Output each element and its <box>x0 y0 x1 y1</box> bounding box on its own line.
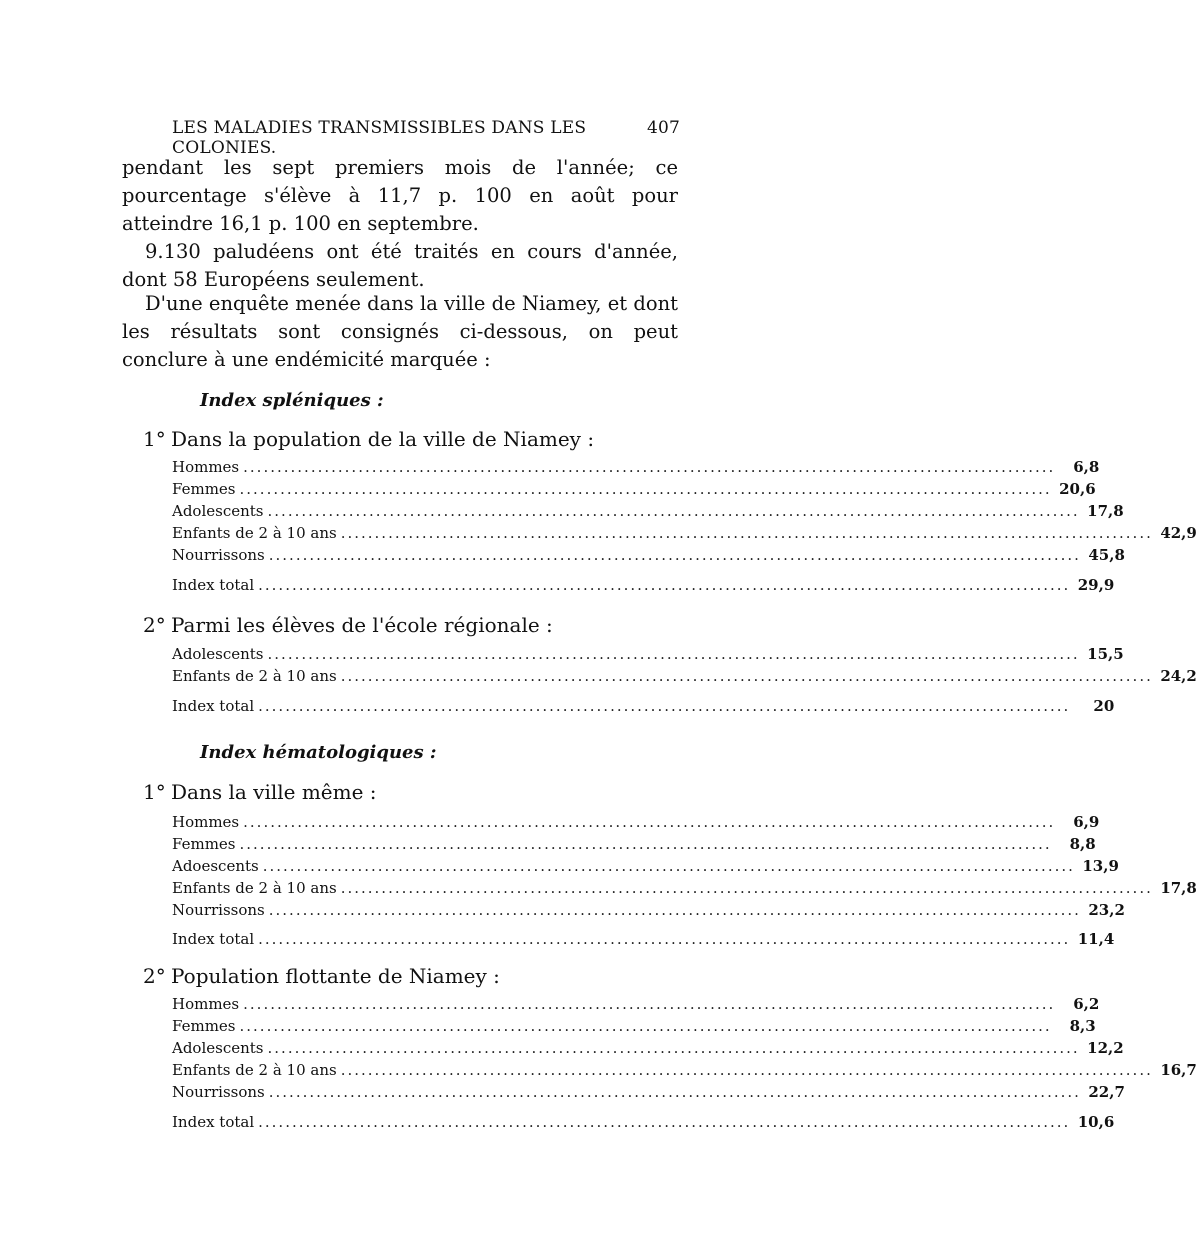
table-row <box>172 1083 1125 1105</box>
table-row <box>172 901 1125 923</box>
row-value: 6,9 <box>1073 813 1100 831</box>
row-label: Hommes <box>172 458 240 476</box>
row-value: 6,8 <box>1073 458 1100 476</box>
group-heading-text: Parmi les élèves de l'école régionale : <box>171 613 553 637</box>
running-head <box>172 118 680 158</box>
paragraph: pendant les sept premiers mois de l'année; ce pourcentage s'élève à 11,7 p. 100 en août pour atteindre 16,1 p. 100 en septembre. <box>122 156 678 235</box>
leader-dots: ........................................................................................................................ <box>268 546 1081 564</box>
row-value: 12,2 <box>1087 1039 1124 1057</box>
row-label: Enfants de 2 à 10 ans <box>172 879 337 897</box>
row-label: Enfants de 2 à 10 ans <box>172 524 337 542</box>
group-heading-text: Dans la ville même : <box>171 780 377 804</box>
table-row <box>172 524 1197 546</box>
leader-dots: ........................................................................................................................ <box>262 857 1075 875</box>
table-row <box>172 480 1096 502</box>
row-value: 17,8 <box>1160 879 1197 897</box>
row-value: 45,8 <box>1088 546 1125 564</box>
leader-dots: ........................................................................................................................ <box>243 458 1056 476</box>
total-value: 29,9 <box>1077 576 1115 594</box>
row-label: Hommes <box>172 813 240 831</box>
table-row <box>172 546 1125 568</box>
row-value: 8,3 <box>1069 1017 1096 1035</box>
table-row <box>172 1061 1197 1083</box>
section-title: Index spléniques : <box>200 390 384 411</box>
table-row <box>172 1017 1096 1039</box>
row-value: 22,7 <box>1088 1083 1125 1101</box>
table-row <box>172 835 1096 857</box>
leader-dots: ........................................................................................................................ <box>258 576 1071 594</box>
table-row <box>172 995 1100 1017</box>
running-head-title: LES MALADIES TRANSMISSIBLES DANS LES COLONIES. <box>172 118 587 158</box>
group-number: 1° <box>143 780 166 804</box>
group-number: 1° <box>143 427 166 451</box>
leader-dots: ........................................................................................................................ <box>258 930 1071 948</box>
row-label: Femmes <box>172 835 236 853</box>
leader-dots: ........................................................................................................................ <box>239 480 1052 498</box>
group-number: 2° <box>143 613 166 637</box>
total-label: Index total <box>172 576 255 594</box>
row-label: Adolescents <box>172 1039 264 1057</box>
leader-dots: ........................................................................................................................ <box>239 1017 1052 1035</box>
row-label: Adolescents <box>172 502 264 520</box>
row-label: Nourrissons <box>172 1083 265 1101</box>
total-value: 20 <box>1093 697 1115 715</box>
row-value: 17,8 <box>1087 502 1124 520</box>
row-label: Enfants de 2 à 10 ans <box>172 1061 337 1079</box>
total-label: Index total <box>172 930 255 948</box>
row-label: Nourrissons <box>172 546 265 564</box>
table-row <box>172 458 1100 480</box>
table-row <box>172 879 1197 901</box>
table-row <box>172 502 1124 524</box>
paragraph: D'une enquête menée dans la ville de Niamey, et dont les résultats sont consignés ci-dessous, on peut conclure à une endémicité marquée : <box>122 292 678 371</box>
row-value: 20,6 <box>1059 480 1096 498</box>
total-row <box>172 697 1115 719</box>
leader-dots: ........................................................................................................................ <box>243 995 1056 1013</box>
table-row <box>172 813 1100 835</box>
row-value: 42,9 <box>1160 524 1197 542</box>
row-label: Enfants de 2 à 10 ans <box>172 667 337 685</box>
group-heading <box>143 964 500 988</box>
row-label: Adolescents <box>172 645 264 663</box>
row-value: 15,5 <box>1087 645 1124 663</box>
row-label: Femmes <box>172 480 236 498</box>
total-label: Index total <box>172 1113 255 1131</box>
paragraph: 9.130 paludéens ont été traités en cours d'année, dont 58 Européens seulement. <box>122 240 678 291</box>
total-row <box>172 576 1115 598</box>
row-value: 24,2 <box>1160 667 1197 685</box>
row-label: Adoescents <box>172 857 259 875</box>
group-heading <box>143 780 377 804</box>
leader-dots: ........................................................................................................................ <box>340 1061 1153 1079</box>
row-value: 23,2 <box>1088 901 1125 919</box>
page-number: 407 <box>646 118 680 138</box>
table-row <box>172 1039 1124 1061</box>
group-heading-text: Dans la population de la ville de Niamey : <box>171 427 595 451</box>
group-number: 2° <box>143 964 166 988</box>
group-heading <box>143 613 553 637</box>
leader-dots: ........................................................................................................................ <box>268 901 1081 919</box>
row-label: Femmes <box>172 1017 236 1035</box>
row-label: Hommes <box>172 995 240 1013</box>
table-row <box>172 857 1119 879</box>
leader-dots: ........................................................................................................................ <box>267 502 1080 520</box>
leader-dots: ........................................................................................................................ <box>243 813 1056 831</box>
table-row <box>172 645 1124 667</box>
leader-dots: ........................................................................................................................ <box>258 1113 1071 1131</box>
leader-dots: ........................................................................................................................ <box>340 667 1153 685</box>
group-heading <box>143 427 594 451</box>
leader-dots: ........................................................................................................................ <box>267 645 1080 663</box>
row-value: 8,8 <box>1069 835 1096 853</box>
total-label: Index total <box>172 697 255 715</box>
total-value: 10,6 <box>1077 1113 1115 1131</box>
row-value: 16,7 <box>1160 1061 1197 1079</box>
group-heading-text: Population flottante de Niamey : <box>171 964 500 988</box>
leader-dots: ........................................................................................................................ <box>258 697 1071 715</box>
leader-dots: ........................................................................................................................ <box>239 835 1052 853</box>
leader-dots: ........................................................................................................................ <box>340 524 1153 542</box>
row-label: Nourrissons <box>172 901 265 919</box>
leader-dots: ........................................................................................................................ <box>340 879 1153 897</box>
leader-dots: ........................................................................................................................ <box>267 1039 1080 1057</box>
section-title: Index hématologiques : <box>200 742 437 763</box>
leader-dots: ........................................................................................................................ <box>268 1083 1081 1101</box>
row-value: 13,9 <box>1082 857 1119 875</box>
row-value: 6,2 <box>1073 995 1100 1013</box>
total-row <box>172 1113 1115 1135</box>
total-row <box>172 930 1115 952</box>
total-value: 11,4 <box>1077 930 1115 948</box>
table-row <box>172 667 1197 689</box>
